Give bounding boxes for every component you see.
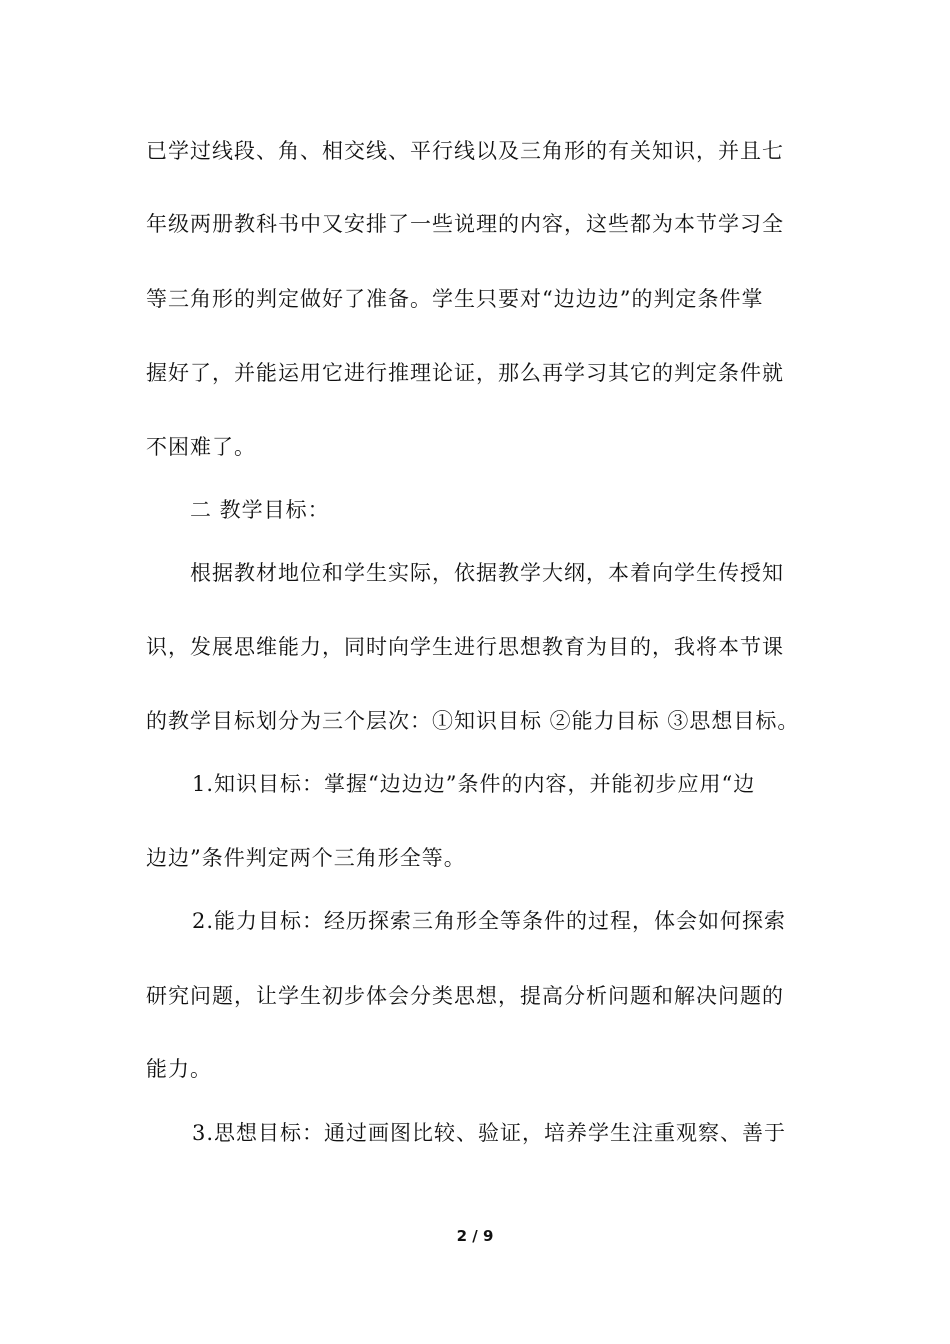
goal-line: 边边”条件判定两个三角形全等。 bbox=[146, 846, 466, 870]
goal-line: 3.思想目标：通过画图比较、验证，培养学生注重观察、善于 bbox=[192, 1121, 787, 1145]
goal-line: 2.能力目标：经历探索三角形全等条件的过程，体会如何探索 bbox=[192, 909, 787, 933]
paragraph-line: 握好了，并能运用它进行推理论证，那么再学习其它的判定条件就 bbox=[146, 361, 784, 385]
goal-line: 研究问题，让学生初步体会分类思想，提高分析问题和解决问题的 bbox=[146, 984, 784, 1008]
paragraph-line: 的教学目标划分为三个层次：①知识目标 ②能力目标 ③思想目标。 bbox=[146, 709, 800, 733]
section-heading: 二 教学目标： bbox=[190, 498, 330, 522]
goal-line: 1.知识目标：掌握“边边边”条件的内容，并能初步应用“边 bbox=[192, 772, 756, 796]
paragraph-line: 年级两册教科书中又安排了一些说理的内容，这些都为本节学习全 bbox=[146, 212, 784, 236]
page-number: 2 / 9 bbox=[456, 1227, 494, 1245]
paragraph-line: 识，发展思维能力，同时向学生进行思想教育为目的，我将本节课 bbox=[146, 635, 784, 659]
paragraph-line: 根据教材地位和学生实际，依据教学大纲，本着向学生传授知 bbox=[190, 561, 784, 585]
goal-line: 能力。 bbox=[146, 1057, 212, 1081]
paragraph-line: 已学过线段、角、相交线、平行线以及三角形的有关知识，并且七 bbox=[146, 139, 784, 163]
paragraph-line: 不困难了。 bbox=[146, 435, 256, 459]
paragraph-line: 等三角形的判定做好了准备。学生只要对“边边边”的判定条件掌 bbox=[146, 287, 764, 311]
